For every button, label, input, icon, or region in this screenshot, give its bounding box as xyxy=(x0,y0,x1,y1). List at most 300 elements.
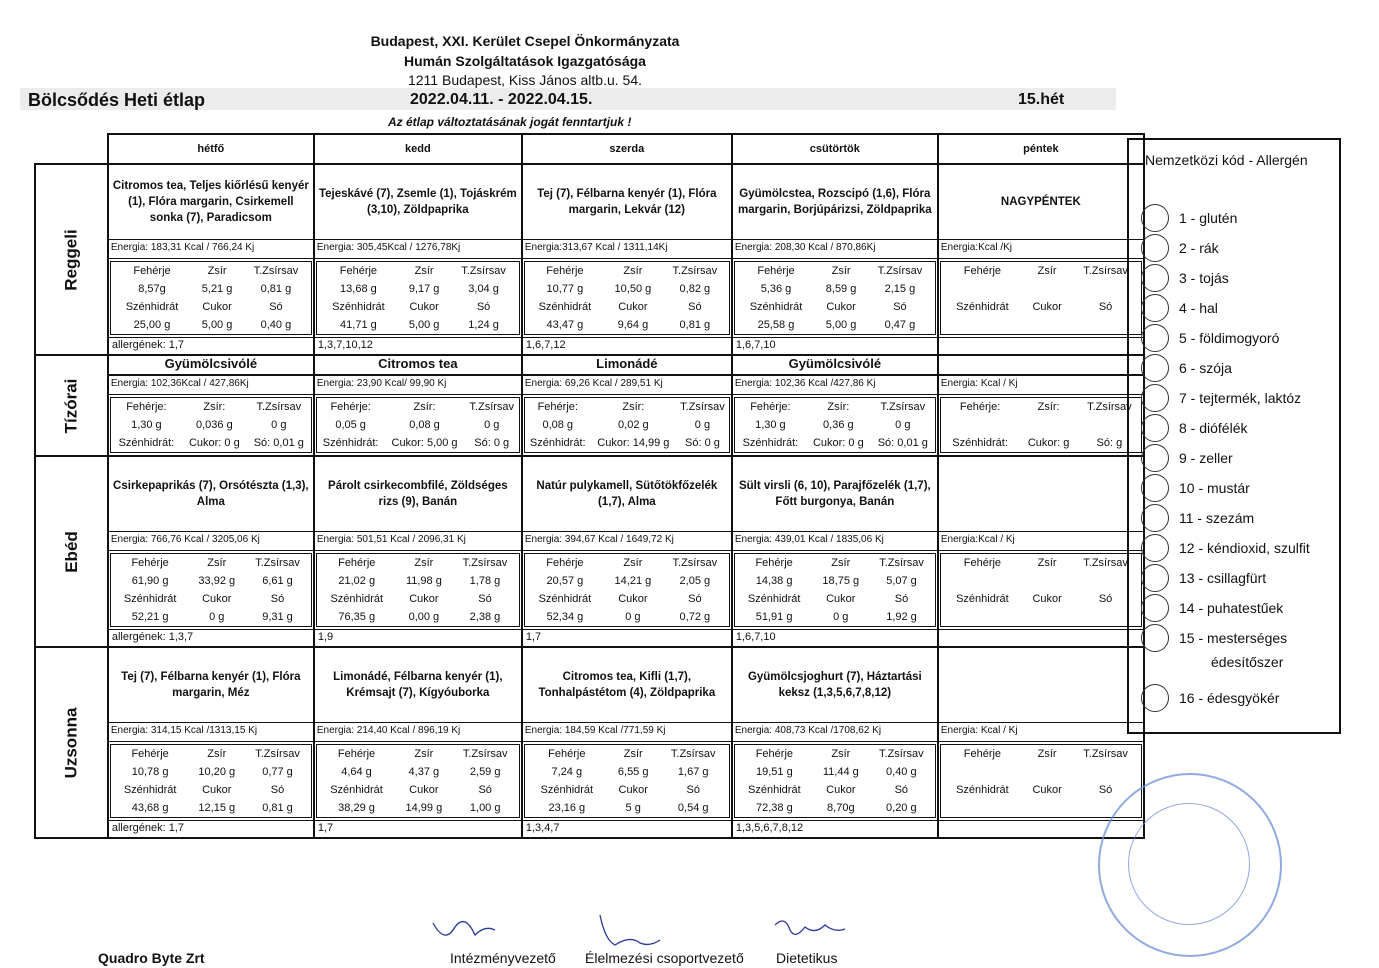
nutrition-label: Szénhidrát xyxy=(123,784,177,796)
nutrition-value xyxy=(941,608,1024,626)
allergen-icon xyxy=(1141,234,1169,262)
day-monday: hétfő xyxy=(108,134,314,164)
legend-item-label: 1 - glutén xyxy=(1179,210,1238,226)
nutrition-value: 38,29 g xyxy=(338,802,375,814)
nutrition-row xyxy=(317,434,519,452)
nutrition-label: Cukor xyxy=(618,784,648,796)
nutrition-value: 25,00 g xyxy=(133,319,171,331)
nutrition-value: 0,47 g xyxy=(884,319,916,331)
nutrition-label: T.Zsírsav xyxy=(879,557,924,569)
nutrition-label: Só xyxy=(478,784,492,796)
nutrition-value: 1,92 g xyxy=(886,611,917,623)
energy-value: Energia: 439,01 Kcal / 1835,06 Kj xyxy=(733,531,937,551)
nutrition-label: T.Zsírsav xyxy=(672,557,718,569)
nutrition-row xyxy=(525,763,729,781)
nutrition-box xyxy=(524,397,730,453)
allergen-icon xyxy=(1141,264,1169,292)
nutrition-value: 21,02 g xyxy=(338,575,376,587)
nutrition-label: Fehérje: xyxy=(126,401,167,413)
nutrition-row xyxy=(735,262,935,280)
legend-item-label: 14 - puhatestűek xyxy=(1179,600,1284,616)
nutrition-row xyxy=(525,398,729,416)
nutrition-label: Zsír xyxy=(623,265,643,277)
nutrition-box xyxy=(316,261,520,335)
menu-cell-tizorai xyxy=(732,355,938,456)
meal-description: Gyümölcsjoghurt (7), Háztartási keksz (1,3,5,6,7,8,12) xyxy=(747,671,922,699)
legend-item-label: 15 - mesterséges xyxy=(1179,630,1288,646)
drink-name xyxy=(939,356,1143,375)
nutrition-box xyxy=(524,261,730,335)
nutrition-value xyxy=(941,763,1024,781)
nutrition-label: Szénhidrát xyxy=(956,593,1009,605)
allergen-icon xyxy=(1141,564,1169,592)
energy-value: Energia: 184,59 Kcal /771,59 Kj xyxy=(523,722,731,742)
nutrition-table xyxy=(525,554,729,626)
nutrition-value: 10,78 g xyxy=(131,766,169,778)
nutrition-row xyxy=(317,554,519,572)
nutrition-label: Cukor xyxy=(409,593,439,605)
nutrition-table xyxy=(735,554,935,626)
energy-value: Energia: 314,15 Kcal /1313,15 Kj xyxy=(109,722,313,742)
nutrition-row xyxy=(525,590,729,608)
nutrition-label: Fehérje: xyxy=(959,401,1001,413)
nutrition-label: Szénhidrát: xyxy=(742,437,799,449)
nutrition-row xyxy=(735,416,935,434)
legend-item-allergen xyxy=(1141,264,1229,292)
nutrition-value: 5,00 g xyxy=(825,319,857,331)
meal-description: Tej (7), Félbarna kenyér (1), Flóra margarin, Méz xyxy=(121,671,301,699)
nutrition-value: 8,59 g xyxy=(825,283,857,295)
nutrition-label: Szénhidrát xyxy=(956,784,1009,796)
nutrition-label: Zsír: xyxy=(413,401,436,413)
nutrition-value: 0,02 g xyxy=(618,419,649,431)
menu-cell-tizorai xyxy=(522,355,732,456)
legend-item-label: 4 - hal xyxy=(1179,300,1218,316)
legend-item-label: 8 - diófélék xyxy=(1179,420,1248,436)
nutrition-label: Cukor xyxy=(1032,593,1062,605)
nutrition-label: Fehérje xyxy=(963,265,1002,277)
nutrition-row xyxy=(941,316,1141,334)
nutrition-value: 14,99 g xyxy=(405,802,443,814)
menu-cell-ebed xyxy=(108,456,314,647)
nutrition-value: 1,30 g xyxy=(131,419,162,431)
nutrition-table xyxy=(941,554,1141,626)
nutrition-row xyxy=(941,280,1141,298)
nutrition-value: 0,54 g xyxy=(677,802,709,814)
meal-description: Sült virsli (6, 10), Parajfőzelék (1,7), Főtt burgonya, Banán xyxy=(738,480,931,508)
nutrition-value: 76,35 g xyxy=(338,611,376,623)
nutrition-row xyxy=(735,745,935,763)
nutrition-row xyxy=(111,572,311,590)
nutrition-value xyxy=(1024,280,1070,298)
drink-name: Citromos tea xyxy=(315,356,521,375)
nutrition-label: Cukor xyxy=(618,593,648,605)
allergen-codes: 1,7 xyxy=(523,629,731,646)
nutrition-row xyxy=(941,554,1141,572)
menu-cell-tizorai xyxy=(938,355,1144,456)
nutrition-label: Cukor xyxy=(409,784,439,796)
nutrition-value: 2,15 g xyxy=(884,283,916,295)
nutrition-row xyxy=(941,298,1141,316)
nutrition-value: 0 g xyxy=(484,419,500,431)
nutrition-value: 6,61 g xyxy=(262,575,293,587)
nutrition-row xyxy=(317,262,519,280)
nutrition-label: Só xyxy=(894,784,909,796)
nutrition-value: 0 g xyxy=(833,611,849,623)
nutrition-value: Só: 0 g xyxy=(685,437,720,449)
day-friday: péntek xyxy=(938,134,1144,164)
nutrition-label: Szénhidrát xyxy=(956,301,1009,313)
allergen-codes: 1,6,7,10 xyxy=(733,629,937,646)
nutrition-label: Só xyxy=(688,301,702,313)
nutrition-table xyxy=(735,745,935,817)
menu-cell-uzsonna xyxy=(732,647,938,838)
nutrition-row xyxy=(111,262,311,280)
nutrition-value: 8,70g xyxy=(827,802,855,814)
nutrition-row xyxy=(111,554,311,572)
nutrition-label: Fehérje xyxy=(546,557,584,569)
nutrition-row xyxy=(317,608,519,626)
menu-cell-tizorai xyxy=(108,355,314,456)
nutrition-label: Fehérje xyxy=(963,748,1002,760)
nutrition-value: 5 g xyxy=(625,802,641,814)
nutrition-row xyxy=(735,781,935,799)
nutrition-label: Zsír xyxy=(623,748,643,760)
nutrition-row xyxy=(525,316,729,334)
menu-cell-uzsonna xyxy=(522,647,732,838)
allergen-codes xyxy=(939,337,1143,354)
allergen-icon xyxy=(1141,684,1169,712)
nutrition-value: 5,07 g xyxy=(886,575,917,587)
nutrition-label: Zsír xyxy=(414,748,434,760)
nutrition-label: Só xyxy=(1098,784,1113,796)
allergen-codes xyxy=(939,629,1143,646)
nutrition-value: 52,21 g xyxy=(131,611,169,623)
nutrition-table xyxy=(317,745,519,817)
nutrition-value: Cukor: 0 g xyxy=(188,437,240,449)
signature-1 xyxy=(433,922,495,936)
meal-description xyxy=(939,457,1143,531)
menu-cell-reggeli xyxy=(522,164,732,355)
nutrition-label: T.Zsírsav xyxy=(255,557,300,569)
nutrition-value: 52,34 g xyxy=(546,611,584,623)
allergen-codes: 1,3,7,10,12 xyxy=(315,337,521,354)
menu-cell-reggeli xyxy=(732,164,938,355)
nutrition-value: 0 g xyxy=(209,611,225,623)
nutrition-label: Fehérje xyxy=(755,748,793,760)
meal-description: Citromos tea, Teljes kiőrlésű kenyér (1), Flóra margarin, Csirkemell sonka (7), Paradicsom xyxy=(112,180,309,224)
nutrition-label: T.Zsírsav xyxy=(255,748,300,760)
nutrition-row xyxy=(735,280,935,298)
nutrition-box xyxy=(316,553,520,627)
nutrition-row xyxy=(317,590,519,608)
nutrition-label: Fehérje xyxy=(338,557,376,569)
nutrition-label: Zsír xyxy=(1037,557,1057,569)
nutrition-table xyxy=(735,398,935,452)
nutrition-label: Cukor xyxy=(1032,301,1062,313)
nutrition-value: Só: g xyxy=(1096,437,1123,449)
allergen-icon xyxy=(1141,504,1169,532)
nutrition-value: 0,81 g xyxy=(262,802,293,814)
nutrition-table xyxy=(941,262,1141,334)
nutrition-label: Fehérje xyxy=(546,265,584,277)
energy-value: Energia: 214,40 Kcal / 896,19 Kj xyxy=(315,722,521,742)
nutrition-label: Zsír xyxy=(207,748,227,760)
nutrition-value: 5,36 g xyxy=(760,283,792,295)
nutrition-table xyxy=(111,554,311,626)
nutrition-row xyxy=(941,398,1141,416)
legend-item-allergen xyxy=(1141,354,1232,382)
nutrition-label: T.Zsírsav xyxy=(1083,557,1128,569)
nutrition-value: 0 g xyxy=(625,611,641,623)
nutrition-row xyxy=(111,416,311,434)
nutrition-value: 9,64 g xyxy=(617,319,649,331)
menu-cell-ebed xyxy=(522,456,732,647)
drink-name: Gyümölcsivólé xyxy=(109,356,313,375)
nutrition-row xyxy=(111,316,311,334)
nutrition-label: Fehérje xyxy=(963,557,1002,569)
nutrition-label: Zsír xyxy=(831,748,851,760)
nutrition-row xyxy=(735,398,935,416)
legend-item-label: 7 - tejtermék, laktóz xyxy=(1179,390,1302,406)
nutrition-label: Cukor xyxy=(826,784,856,796)
nutrition-value xyxy=(1024,799,1070,817)
nutrition-row xyxy=(317,398,519,416)
nutrition-table xyxy=(525,398,729,452)
nutrition-row xyxy=(317,745,519,763)
nutrition-value: 2,59 g xyxy=(469,766,501,778)
allergen-codes: allergének: 1,7 xyxy=(109,820,313,837)
nutrition-row xyxy=(735,554,935,572)
nutrition-box xyxy=(940,397,1142,453)
nutrition-table xyxy=(941,745,1141,817)
legend-item-allergen xyxy=(1141,534,1310,562)
allergen-icon xyxy=(1141,324,1169,352)
nutrition-label: Cukor xyxy=(409,301,439,313)
allergen-codes: 1,6,7,12 xyxy=(523,337,731,354)
nutrition-row xyxy=(317,316,519,334)
nutrition-row xyxy=(525,572,729,590)
nutrition-box xyxy=(110,744,312,818)
nutrition-label: Fehérje xyxy=(548,748,586,760)
meal-description: Tejeskávé (7), Zsemle (1), Tojáskrém (3,10), Zöldpaprika xyxy=(318,188,517,216)
nutrition-value: 11,98 g xyxy=(405,575,442,587)
nutrition-label: Szénhidrát xyxy=(749,301,803,313)
energy-value: Energia: 102,36 Kcal /427,86 Kj xyxy=(733,375,937,395)
nutrition-label: Cukor xyxy=(618,301,648,313)
nutrition-value: 0,40 g xyxy=(260,319,292,331)
nutrition-row xyxy=(735,298,935,316)
signatures xyxy=(425,905,875,955)
signature-3 xyxy=(775,921,845,934)
allergen-icon xyxy=(1141,384,1169,412)
nutrition-value: 18,75 g xyxy=(822,575,860,587)
nutrition-row xyxy=(111,298,311,316)
nutrition-value: 0,08 g xyxy=(409,419,440,431)
nutrition-value: 1,00 g xyxy=(469,802,501,814)
stamp-coat-of-arms xyxy=(1128,803,1250,925)
nutrition-label: T.Zsírsav xyxy=(461,265,506,277)
nutrition-row xyxy=(317,280,519,298)
legend-item-allergen xyxy=(1141,594,1283,622)
allergen-icon xyxy=(1141,294,1169,322)
nutrition-label: T.Zsírsav xyxy=(469,401,515,413)
nutrition-box xyxy=(734,397,936,453)
legend-item-allergen xyxy=(1141,414,1247,442)
allergen-codes: 1,7 xyxy=(315,820,521,837)
energy-value: Energia: 102,36Kcal / 427,86Kj xyxy=(109,375,313,395)
nutrition-value: Só: 0 g xyxy=(474,437,510,449)
legend-item-allergen xyxy=(1141,204,1237,232)
nutrition-value xyxy=(941,799,1024,817)
signature-role-1: Intézményvezető xyxy=(450,950,556,966)
nutrition-row xyxy=(317,416,519,434)
energy-value: Energia: 408,73 Kcal /1708,62 Kj xyxy=(733,722,937,742)
nutrition-value: Cukor: 0 g xyxy=(812,437,864,449)
nutrition-label: Cukor xyxy=(202,784,232,796)
nutrition-label: Szénhidrát xyxy=(538,301,592,313)
nutrition-row xyxy=(111,608,311,626)
allergen-legend xyxy=(1127,138,1341,734)
disclaimer-note: Az étlap változtatásának jogát fenntartjuk ! xyxy=(388,115,632,129)
nutrition-value: 10,50 g xyxy=(614,283,652,295)
energy-value: Energia: 69,26 Kcal / 289,51 Kj xyxy=(523,375,731,395)
nutrition-label: T.Zsírsav xyxy=(1083,748,1128,760)
drink-name: Gyümölcsivólé xyxy=(733,356,937,375)
energy-value: Energia:Kcal / Kj xyxy=(939,531,1143,551)
nutrition-value: 13,68 g xyxy=(340,283,377,295)
nutrition-box xyxy=(110,261,312,335)
nutrition-row xyxy=(941,590,1141,608)
nutrition-value: Só: 0,01 g xyxy=(877,437,928,449)
row-label-tizorai: Tízórai xyxy=(35,355,108,456)
nutrition-value xyxy=(941,316,1024,334)
menu-cell-tizorai xyxy=(314,355,522,456)
nutrition-value xyxy=(941,416,1019,434)
nutrition-value: 0,81 g xyxy=(679,319,711,331)
nutrition-value: 7,24 g xyxy=(551,766,583,778)
nutrition-row xyxy=(735,572,935,590)
nutrition-label: Zsír xyxy=(414,265,434,277)
nutrition-row xyxy=(941,434,1141,452)
nutrition-label: Szénhidrát xyxy=(123,593,177,605)
menu-cell-reggeli xyxy=(314,164,522,355)
nutrition-value: 0 g xyxy=(271,419,287,431)
legend-item-label: 5 - földimogyoró xyxy=(1179,330,1280,346)
nutrition-value: 3,04 g xyxy=(468,283,499,295)
nutrition-label: Zsír xyxy=(623,557,643,569)
nutrition-value: 5,00 g xyxy=(201,319,233,331)
nutrition-value xyxy=(1070,763,1141,781)
nutrition-row xyxy=(525,608,729,626)
nutrition-value: 6,55 g xyxy=(617,766,649,778)
day-tuesday: kedd xyxy=(314,134,522,164)
energy-value: Energia: 766,76 Kcal / 3205,06 Kj xyxy=(109,531,313,551)
nutrition-label: Zsír: xyxy=(827,401,850,413)
legend-item-allergen xyxy=(1141,504,1254,532)
legend-item-allergen xyxy=(1141,234,1219,262)
nutrition-label: Cukor xyxy=(826,593,856,605)
meal-description: NAGYPÉNTEK xyxy=(1000,196,1081,208)
nutrition-table xyxy=(525,262,729,334)
nutrition-label: Fehérje: xyxy=(330,401,371,413)
nutrition-label: Szénhidrát: xyxy=(952,437,1008,449)
nutrition-table xyxy=(735,262,935,334)
nutrition-value: 8,57g xyxy=(138,283,166,295)
meal-description: Citromos tea, Kifli (1,7), Tonhalpástétom (4), Zöldpaprika xyxy=(538,671,716,699)
nutrition-value: 1,24 g xyxy=(468,319,499,331)
nutrition-value: 12,15 g xyxy=(198,802,236,814)
legend-item-label: 6 - szója xyxy=(1179,360,1232,376)
nutrition-value: 14,21 g xyxy=(614,575,652,587)
nutrition-box xyxy=(734,744,936,818)
nutrition-label: T.Zsírsav xyxy=(877,265,923,277)
nutrition-value xyxy=(1024,608,1070,626)
allergen-codes: allergének: 1,7 xyxy=(109,337,313,354)
nutrition-label: Fehérje: xyxy=(537,401,578,413)
legend-item-allergen xyxy=(1141,624,1287,652)
nutrition-box xyxy=(940,744,1142,818)
nutrition-label: Fehérje xyxy=(133,265,171,277)
nutrition-row xyxy=(317,799,519,817)
nutrition-value xyxy=(1024,316,1070,334)
nutrition-value: 61,90 g xyxy=(131,575,169,587)
nutrition-label: Zsír: xyxy=(203,401,226,413)
nutrition-label: T.Zsírsav xyxy=(253,265,299,277)
meal-description: Csirkepaprikás (7), Orsótészta (1,3), Alma xyxy=(113,480,309,508)
nutrition-value: 9,17 g xyxy=(408,283,440,295)
allergen-icon xyxy=(1141,594,1169,622)
nutrition-row xyxy=(317,572,519,590)
allergen-codes: 1,3,4,7 xyxy=(523,820,731,837)
nutrition-label: T.Zsírsav xyxy=(462,748,508,760)
nutrition-value: 10,77 g xyxy=(546,283,584,295)
legend-item-allergen xyxy=(1141,444,1233,472)
row-uzsonna xyxy=(35,647,1144,838)
legend-item-allergen xyxy=(1141,474,1250,502)
legend-item-label: 10 - mustár xyxy=(1179,480,1250,496)
nutrition-label: Szénhidrát xyxy=(125,301,179,313)
nutrition-row xyxy=(111,398,311,416)
nutrition-value: 43,47 g xyxy=(546,319,584,331)
nutrition-row xyxy=(735,763,935,781)
legend-item-label: 2 - rák xyxy=(1179,240,1219,256)
nutrition-value xyxy=(1024,572,1070,590)
nutrition-label: Zsír xyxy=(1037,748,1057,760)
row-label-uzsonna: Uzsonna xyxy=(35,647,108,838)
nutrition-table xyxy=(111,262,311,334)
nutrition-label: Cukor xyxy=(202,593,232,605)
nutrition-value: 0,08 g xyxy=(542,419,574,431)
day-thursday: csütörtök xyxy=(732,134,938,164)
energy-value: Energia: 394,67 Kcal / 1649,72 Kj xyxy=(523,531,731,551)
nutrition-value: 0 g xyxy=(694,419,711,431)
nutrition-label: T.Zsírsav xyxy=(672,265,718,277)
nutrition-box xyxy=(734,553,936,627)
nutrition-box xyxy=(940,261,1142,335)
menu-cell-ebed xyxy=(732,456,938,647)
legend-item-allergen xyxy=(1141,564,1266,592)
header-line-3: 1211 Budapest, Kiss János altb.u. 54. xyxy=(407,72,642,88)
nutrition-label: Zsír xyxy=(207,557,227,569)
menu-cell-reggeli xyxy=(108,164,314,355)
menu-cell-reggeli xyxy=(938,164,1144,355)
nutrition-row xyxy=(735,434,935,452)
nutrition-value: 11,44 g xyxy=(822,766,859,778)
allergen-codes: 1,6,7,10 xyxy=(733,337,937,354)
nutrition-label: Fehérje xyxy=(339,265,378,277)
header-line-1: Budapest, XXI. Kerület Csepel Önkormányzata xyxy=(370,33,680,49)
